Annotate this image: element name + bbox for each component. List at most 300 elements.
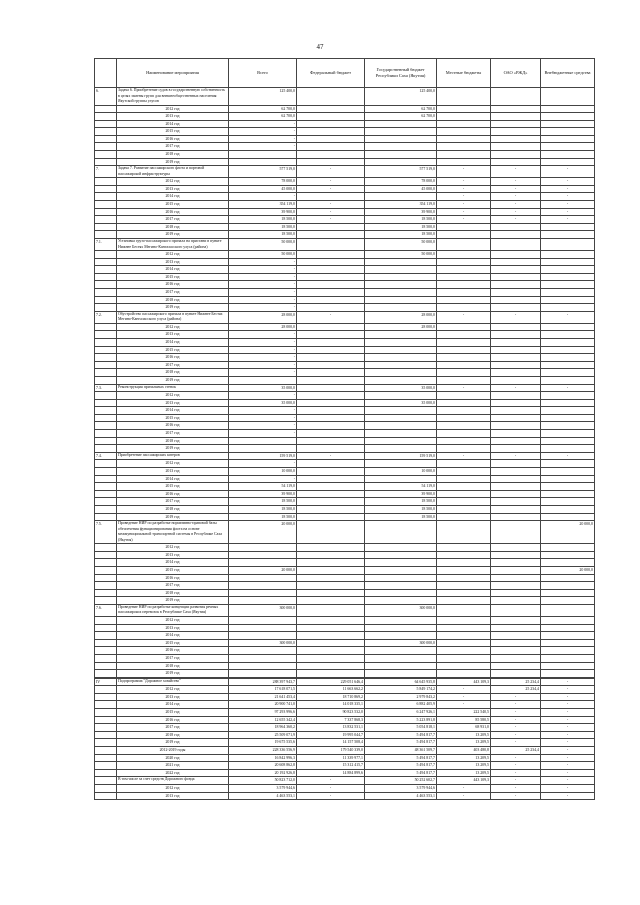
amount-cell: 5 494 817,7 — [365, 754, 437, 762]
amount-cell: - — [491, 777, 541, 785]
amount-cell — [229, 544, 297, 552]
amount-cell — [541, 407, 595, 415]
row-number — [95, 151, 117, 159]
row-number — [95, 407, 117, 415]
amount-cell — [541, 559, 595, 567]
amount-cell — [365, 258, 437, 266]
page-number: 47 — [316, 43, 324, 51]
table-row — [95, 193, 595, 201]
table-row — [95, 490, 595, 498]
amount-cell: 4 463 553,1 — [229, 792, 297, 800]
amount-cell: 68 931,0 — [437, 724, 491, 732]
section-row — [95, 452, 595, 460]
activity-name: Проведение НИР по разработке концепции развития речных пассажирских перевозок в Республике Саха (Якутия) — [117, 604, 229, 616]
amount-cell — [541, 399, 595, 407]
amount-cell: - — [437, 452, 491, 460]
amount-cell — [437, 597, 491, 605]
amount-cell — [541, 369, 595, 377]
amount-cell — [437, 654, 491, 662]
amount-cell: - — [541, 709, 595, 717]
year-label: 2013 год — [117, 258, 229, 266]
amount-cell — [437, 513, 491, 521]
amount-cell — [437, 521, 491, 544]
table-row — [95, 151, 595, 159]
table-row — [95, 120, 595, 128]
year-label: 2013 год — [117, 399, 229, 407]
amount-cell — [229, 597, 297, 605]
row-number — [95, 422, 117, 430]
table-row — [95, 331, 595, 339]
amount-cell: - — [541, 208, 595, 216]
amount-cell — [541, 158, 595, 166]
amount-cell — [365, 422, 437, 430]
amount-cell — [437, 506, 491, 514]
amount-cell: - — [491, 216, 541, 224]
amount-cell: - — [437, 166, 491, 178]
amount-cell: - — [491, 384, 541, 392]
amount-cell — [541, 151, 595, 159]
table-row — [95, 670, 595, 678]
amount-cell — [229, 654, 297, 662]
year-label: 2015 год — [117, 709, 229, 717]
row-number — [95, 551, 117, 559]
section-row — [95, 678, 595, 686]
amount-cell — [297, 369, 365, 377]
amount-cell — [437, 281, 491, 289]
section-row — [95, 311, 595, 323]
amount-cell — [297, 490, 365, 498]
year-label: 2013 год — [117, 185, 229, 193]
amount-cell — [437, 589, 491, 597]
amount-cell — [491, 273, 541, 281]
amount-cell — [437, 582, 491, 590]
amount-cell: - — [541, 777, 595, 785]
amount-cell — [437, 422, 491, 430]
year-label: 2012 год — [117, 785, 229, 793]
row-number — [95, 701, 117, 709]
amount-cell — [491, 430, 541, 438]
amount-cell — [297, 566, 365, 574]
amount-cell: 25 509 071,9 — [229, 731, 297, 739]
amount-cell: 35 000,0 — [365, 384, 437, 392]
amount-cell — [437, 135, 491, 143]
amount-cell — [541, 647, 595, 655]
row-number: 6. — [95, 88, 117, 106]
table-row — [95, 231, 595, 239]
amount-cell — [297, 414, 365, 422]
amount-cell: 62 700,0 — [365, 113, 437, 121]
amount-cell — [365, 551, 437, 559]
amount-cell — [541, 513, 595, 521]
year-label: 2015 год — [117, 639, 229, 647]
amount-cell — [365, 670, 437, 678]
amount-cell — [491, 361, 541, 369]
row-number — [95, 709, 117, 717]
amount-cell: - — [229, 135, 297, 143]
table-row — [95, 686, 595, 694]
amount-cell: - — [297, 208, 365, 216]
amount-cell: 6 247 926,1 — [365, 709, 437, 717]
amount-cell — [297, 654, 365, 662]
amount-cell — [541, 544, 595, 552]
row-number — [95, 445, 117, 453]
amount-cell — [491, 266, 541, 274]
amount-cell: - — [541, 693, 595, 701]
amount-cell: - — [437, 208, 491, 216]
table-row — [95, 437, 595, 445]
amount-cell — [491, 231, 541, 239]
row-number — [95, 338, 117, 346]
amount-cell — [491, 445, 541, 453]
row-number — [95, 158, 117, 166]
amount-cell: 54 119,0 — [365, 483, 437, 491]
amount-cell — [541, 582, 595, 590]
amount-cell — [541, 597, 595, 605]
row-number — [95, 544, 117, 552]
amount-cell — [229, 437, 297, 445]
amount-cell — [541, 258, 595, 266]
year-label: 2016 год — [117, 354, 229, 362]
amount-cell — [297, 506, 365, 514]
amount-cell: - — [491, 208, 541, 216]
row-number — [95, 670, 117, 678]
amount-cell: 11 339 977,1 — [297, 754, 365, 762]
amount-cell: 2 979 843,2 — [365, 693, 437, 701]
amount-cell: 15 312 415,7 — [297, 762, 365, 770]
amount-cell — [297, 384, 365, 392]
row-number — [95, 120, 117, 128]
table-row — [95, 135, 595, 143]
table-row — [95, 185, 595, 193]
amount-cell: 12 655 342,4 — [229, 716, 297, 724]
col-header: Наименование мероприятия — [117, 59, 229, 88]
amount-cell: 39 900,0 — [229, 208, 297, 216]
table-row — [95, 430, 595, 438]
amount-cell — [491, 281, 541, 289]
amount-cell — [297, 662, 365, 670]
amount-cell — [229, 632, 297, 640]
amount-cell — [229, 376, 297, 384]
amount-cell — [491, 296, 541, 304]
amount-cell — [541, 288, 595, 296]
amount-cell: 17 618 071,5 — [229, 686, 297, 694]
amount-cell: 159 519,0 — [365, 452, 437, 460]
amount-cell — [297, 604, 365, 616]
year-label: 2014 год — [117, 701, 229, 709]
table-row — [95, 323, 595, 331]
amount-cell — [491, 604, 541, 616]
row-number — [95, 266, 117, 274]
year-label: 2017 год — [117, 216, 229, 224]
amount-cell: - — [491, 762, 541, 770]
amount-cell — [491, 662, 541, 670]
amount-cell — [541, 223, 595, 231]
amount-cell — [541, 128, 595, 136]
row-number — [95, 716, 117, 724]
amount-cell: 11 663 662,2 — [297, 686, 365, 694]
amount-cell — [297, 430, 365, 438]
amount-cell: - — [297, 201, 365, 209]
year-label: 2019 год — [117, 445, 229, 453]
amount-cell — [437, 120, 491, 128]
table-row — [95, 616, 595, 624]
amount-cell — [437, 399, 491, 407]
row-number — [95, 231, 117, 239]
amount-cell — [491, 113, 541, 121]
amount-cell: 228 336 556,9 — [229, 747, 297, 755]
amount-cell: 5 494 817,7 — [365, 762, 437, 770]
amount-cell: 5 849 174,2 — [365, 686, 437, 694]
amount-cell: - — [437, 311, 491, 323]
row-number — [95, 208, 117, 216]
amount-cell — [541, 468, 595, 476]
row-number — [95, 693, 117, 701]
activity-name: Обустройство пассажирского причала в пункте Нижнее Бестях Мегино-Кангаласского улуса (района) — [117, 311, 229, 323]
year-label: 2020 год — [117, 754, 229, 762]
amount-cell — [541, 639, 595, 647]
row-number — [95, 747, 117, 755]
row-number — [95, 785, 117, 793]
row-number — [95, 506, 117, 514]
amount-cell: 28 000,0 — [229, 323, 297, 331]
year-label: 2013 год — [117, 551, 229, 559]
amount-cell — [541, 273, 595, 281]
amount-cell: - — [541, 201, 595, 209]
amount-cell — [437, 483, 491, 491]
amount-cell: - — [229, 128, 297, 136]
amount-cell — [491, 597, 541, 605]
amount-cell — [365, 143, 437, 151]
amount-cell — [541, 574, 595, 582]
table-row — [95, 392, 595, 400]
table-row — [95, 498, 595, 506]
amount-cell — [297, 304, 365, 312]
amount-cell — [365, 430, 437, 438]
table-row — [95, 445, 595, 453]
year-label: 2015 год — [117, 273, 229, 281]
amount-cell — [365, 414, 437, 422]
table-row — [95, 105, 595, 113]
table-row — [95, 266, 595, 274]
amount-cell — [365, 128, 437, 136]
amount-cell — [297, 647, 365, 655]
amount-cell — [297, 551, 365, 559]
table-row — [95, 792, 595, 800]
row-number — [95, 346, 117, 354]
amount-cell: - — [541, 785, 595, 793]
row-number — [95, 331, 117, 339]
year-label: 2012 год — [117, 323, 229, 331]
year-label: 2019 год — [117, 597, 229, 605]
amount-cell — [437, 616, 491, 624]
col-header: ОАО «РЖД» — [491, 59, 541, 88]
amount-cell: - — [541, 178, 595, 186]
table-row — [95, 739, 595, 747]
table-row — [95, 506, 595, 514]
amount-cell: - — [437, 384, 491, 392]
row-number — [95, 323, 117, 331]
table-row — [95, 597, 595, 605]
amount-cell — [541, 604, 595, 616]
row-number — [95, 475, 117, 483]
year-label: 2012 год — [117, 616, 229, 624]
amount-cell — [297, 266, 365, 274]
amount-cell: - — [229, 346, 297, 354]
row-number — [95, 769, 117, 777]
year-label: 2014 год — [117, 475, 229, 483]
amount-cell: - — [229, 361, 297, 369]
amount-cell — [365, 193, 437, 201]
amount-cell — [491, 414, 541, 422]
row-number — [95, 762, 117, 770]
row-number — [95, 128, 117, 136]
activity-name: Проведение НИР по разработке нормативно-правовой базы обеспечения функционирования флота на основе межмуниципальной транспортной системы в Республике Саха (Якутия) — [117, 521, 229, 544]
table-row — [95, 647, 595, 655]
amount-cell — [365, 376, 437, 384]
amount-cell — [541, 483, 595, 491]
table-row — [95, 281, 595, 289]
year-label: 2012 год — [117, 460, 229, 468]
amount-cell — [365, 135, 437, 143]
amount-cell: - — [541, 452, 595, 460]
year-label: 2014 год — [117, 407, 229, 415]
row-number — [95, 490, 117, 498]
amount-cell — [365, 331, 437, 339]
amount-cell — [541, 105, 595, 113]
amount-cell — [297, 498, 365, 506]
amount-cell: - — [437, 785, 491, 793]
amount-cell — [541, 624, 595, 632]
amount-cell: - — [229, 304, 297, 312]
amount-cell — [437, 113, 491, 121]
amount-cell — [437, 498, 491, 506]
amount-cell: 50 252 602,7 — [365, 777, 437, 785]
year-label: 2018 год — [117, 662, 229, 670]
table-row — [95, 354, 595, 362]
amount-cell: - — [229, 407, 297, 415]
amount-cell: 5 494 817,7 — [365, 739, 437, 747]
table-row — [95, 747, 595, 755]
row-number — [95, 616, 117, 624]
amount-cell — [437, 354, 491, 362]
amount-cell — [365, 273, 437, 281]
amount-cell — [365, 589, 437, 597]
activity-name: Подпрограмма "Дорожное хозяйство" — [117, 678, 229, 686]
row-number: 7.1. — [95, 239, 117, 251]
amount-cell — [491, 338, 541, 346]
amount-cell — [491, 639, 541, 647]
amount-cell — [437, 338, 491, 346]
section-row — [95, 521, 595, 544]
amount-cell: 179 540 339,0 — [297, 747, 365, 755]
amount-cell: - — [297, 452, 365, 460]
amount-cell — [365, 624, 437, 632]
amount-cell — [365, 632, 437, 640]
amount-cell — [437, 639, 491, 647]
amount-cell — [437, 414, 491, 422]
amount-cell: - — [229, 414, 297, 422]
amount-cell — [491, 624, 541, 632]
row-number — [95, 754, 117, 762]
amount-cell: - — [491, 792, 541, 800]
amount-cell: - — [541, 739, 595, 747]
amount-cell: - — [229, 120, 297, 128]
table-row — [95, 296, 595, 304]
amount-cell — [491, 589, 541, 597]
year-label: 2015 год — [117, 201, 229, 209]
table-row — [95, 754, 595, 762]
amount-cell: - — [491, 754, 541, 762]
amount-cell: 10 000,0 — [229, 468, 297, 476]
amount-cell — [541, 632, 595, 640]
year-label: 2016 год — [117, 281, 229, 289]
amount-cell: 18 500,0 — [229, 216, 297, 224]
amount-cell: 6 882 405,9 — [365, 701, 437, 709]
amount-cell: 3 579 944,6 — [365, 785, 437, 793]
amount-cell — [437, 670, 491, 678]
amount-cell — [491, 151, 541, 159]
col-header: Федеральный бюджет — [297, 59, 365, 88]
amount-cell: - — [229, 193, 297, 201]
year-label: 2016 год — [117, 716, 229, 724]
year-label: 2019 год — [117, 158, 229, 166]
amount-cell — [365, 407, 437, 415]
amount-cell — [297, 158, 365, 166]
amount-cell — [491, 513, 541, 521]
row-number — [95, 193, 117, 201]
amount-cell — [297, 616, 365, 624]
amount-cell — [437, 551, 491, 559]
amount-cell: 300 000,0 — [229, 604, 297, 616]
amount-cell: 5 054 818,1 — [365, 724, 437, 732]
amount-cell: - — [437, 792, 491, 800]
amount-cell: 125 400,0 — [229, 88, 297, 106]
amount-cell: - — [541, 185, 595, 193]
amount-cell — [365, 445, 437, 453]
section-row — [95, 88, 595, 106]
row-number — [95, 483, 117, 491]
amount-cell — [541, 589, 595, 597]
amount-cell: 13 209,5 — [437, 762, 491, 770]
table-row — [95, 178, 595, 186]
amount-cell — [297, 143, 365, 151]
row-number — [95, 392, 117, 400]
amount-cell: 62 700,0 — [229, 105, 297, 113]
section-row — [95, 604, 595, 616]
amount-cell — [297, 632, 365, 640]
row-number — [95, 566, 117, 574]
amount-cell — [297, 589, 365, 597]
amount-cell — [297, 354, 365, 362]
funding-table — [94, 58, 595, 800]
amount-cell — [437, 323, 491, 331]
table-row — [95, 544, 595, 552]
year-label: 2013 год — [117, 468, 229, 476]
row-number — [95, 582, 117, 590]
table-row — [95, 273, 595, 281]
year-label: 2017 год — [117, 654, 229, 662]
amount-cell — [491, 566, 541, 574]
amount-cell: 28 000,0 — [365, 311, 437, 323]
amount-cell — [437, 273, 491, 281]
year-label: 2016 год — [117, 135, 229, 143]
amount-cell — [437, 475, 491, 483]
amount-cell: - — [541, 716, 595, 724]
table-row — [95, 361, 595, 369]
amount-cell — [541, 437, 595, 445]
amount-cell — [541, 135, 595, 143]
amount-cell — [297, 273, 365, 281]
